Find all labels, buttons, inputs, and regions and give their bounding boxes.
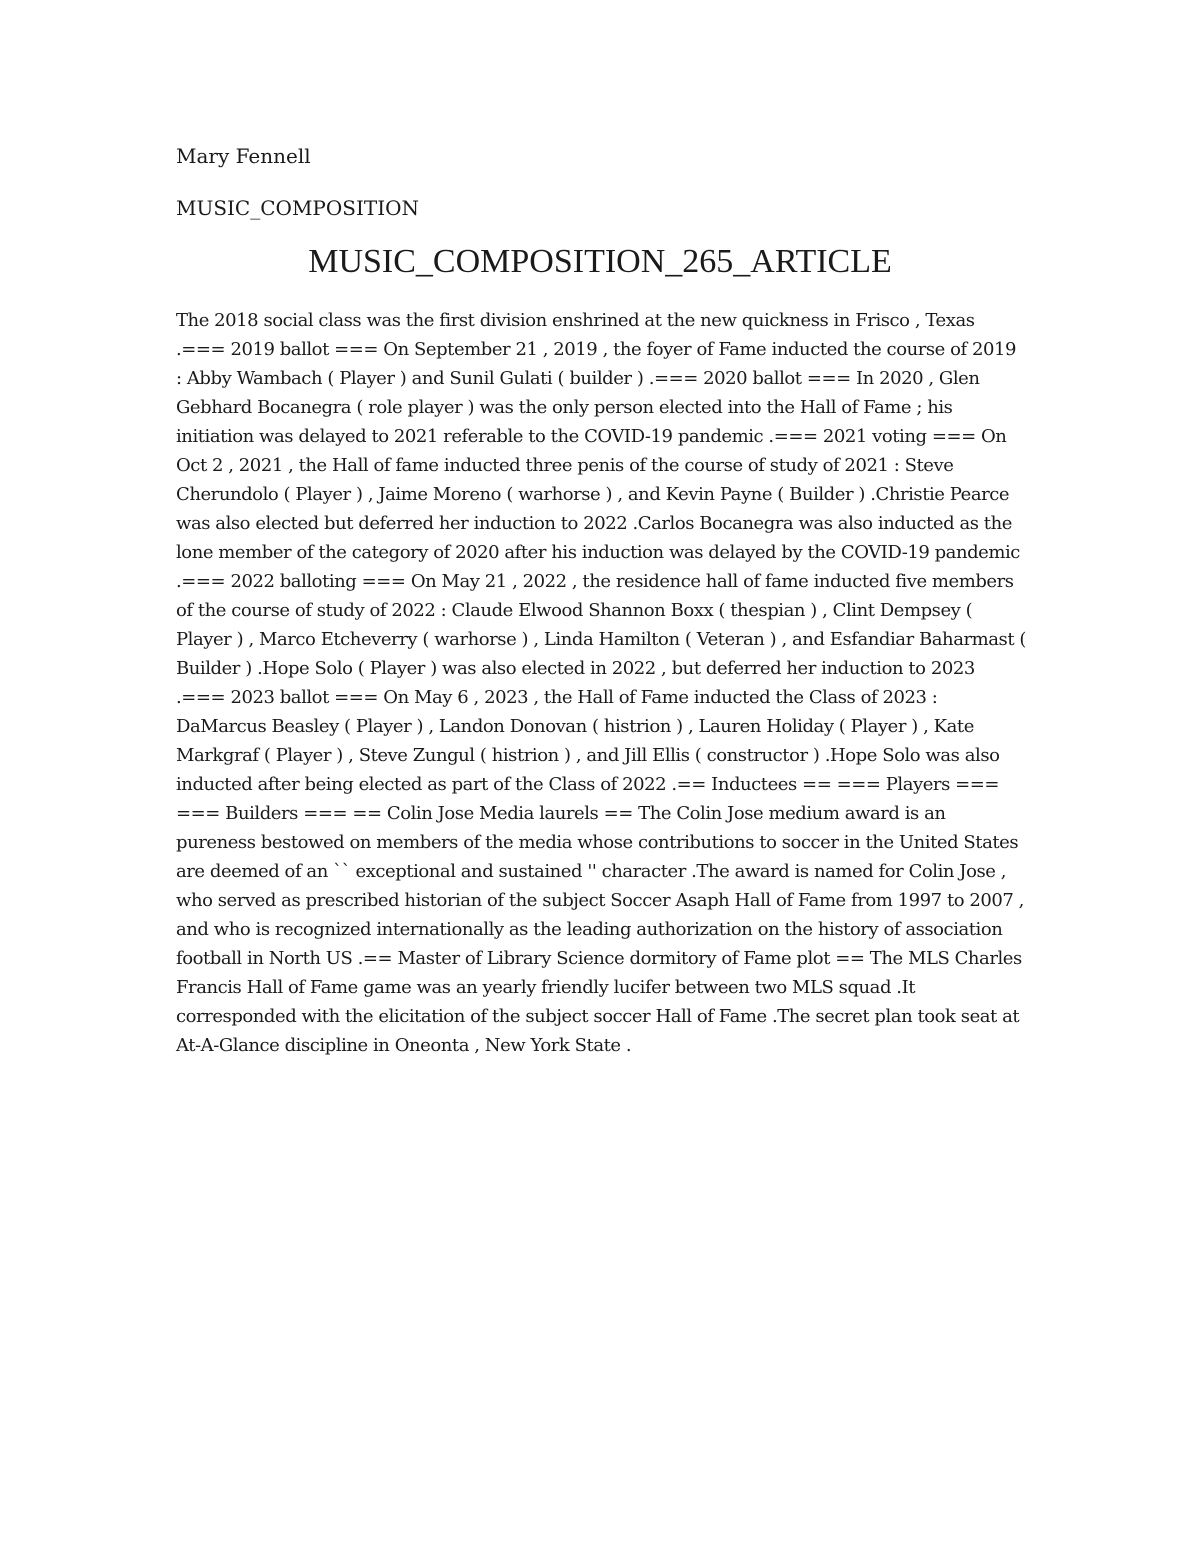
article-body: The 2018 social class was the first division enshrined at the new quickness in Frisco , Texas .=== 2019 ballot === On September 21 , 2019 , the foyer of Fame inducted the course of 2019 : Abby Wambach ( Player ) and Sunil Gulati ( builder ) .=== 2020 ballot === In 2020 , Glen Gebhard Bocanegra ( role player ) was the only person elected into the Hall of Fame ; his initiation was delayed to 2021 referable to the COVID-19 pandemic .=== 2021 voting === On Oct 2 , 2021 , the Hall of fame inducted three penis of the course of study of 2021 : Steve Cherundolo ( Player ) , Jaime Moreno ( warhorse ) , and Kevin Payne ( Builder ) .Christie Pearce was also elected but deferred her induction to 2022 .Carlos Bocanegra was also inducted as the lone member of the category of 2020 after his induction was delayed by the COVID-19 pandemic .=== 2022 balloting === On May 21 , 2022 , the residence hall of fame inducted five members of the course of study of 2022 : Claude Elwood Shannon Boxx ( thespian ) , Clint Dempsey ( Player ) , Marco Etcheverry ( warhorse ) , Linda Hamilton ( Veteran ) , and Esfandiar Baharmast ( Builder ) .Hope Solo ( Player ) was also elected in 2022 , but deferred her induction to 2023 .=== 2023 ballot === On May 6 , 2023 , the Hall of Fame inducted the Class of 2023 : DaMarcus Beasley ( Player ) , Landon Donovan ( histrion ) , Lauren Holiday ( Player ) , Kate Markgraf ( Player ) , Steve Zungul ( histrion ) , and Jill Ellis ( constructor ) .Hope Solo was also inducted after being elected as part of the Class of 2022 .== Inductees == === Players === === Builders === == Colin Jose Media laurels == The Colin Jose medium award is an pureness bestowed on members of the media whose contributions to soccer in the United States are deemed of an `` exceptional and sustained '' character .The award is named for Colin Jose , who served as prescribed historian of the subject Soccer Asaph Hall of Fame from 1997 to 2007 , and who is recognized internationally as the leading authorization on the history of association football in North US .== Master of Library Science dormitory of Fame plot == The MLS Charles Francis Hall of Fame game was an yearly friendly lucifer between two MLS squad .It corresponded with the elicitation of the subject soccer Hall of Fame .The secret plan took seat at At-A-Glance discipline in Oneonta , New York State . (176, 310, 1026, 1056)
author-name: Mary Fennell (176, 144, 311, 168)
document-title: MUSIC_COMPOSITION_265_ARTICLE (308, 243, 892, 280)
subject-label: MUSIC_COMPOSITION (176, 196, 420, 220)
